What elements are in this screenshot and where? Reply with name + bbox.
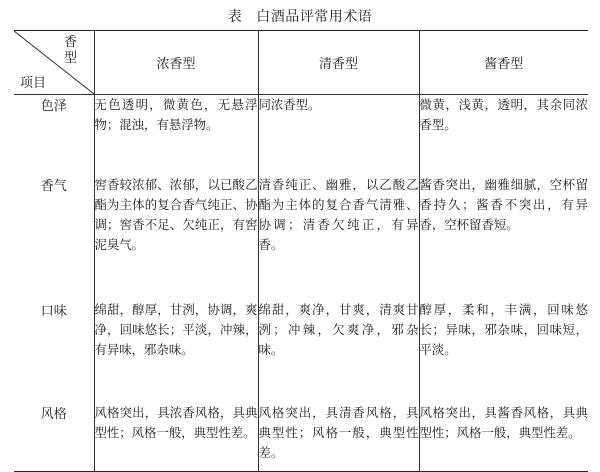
column-header-nongxiang: 浓香型 xyxy=(94,31,258,95)
table-caption xyxy=(0,6,600,26)
table-cell: 醇厚，柔和，丰满，回味悠长；异味，邪杂味，回味短，平淡。 xyxy=(419,300,588,403)
table-cell: 风格突出，具酱香风格，具典型性；风格一般，典型性差。 xyxy=(419,403,588,472)
corner-label-item: 项目 xyxy=(20,76,47,91)
row-header: 口味 xyxy=(14,300,94,403)
table-cell: 风格突出，具清香风格，具典型性；风格一般，典型性差。 xyxy=(258,403,419,472)
table-cell: 风格突出，具浓香风格，具典型性；风格一般，典型性差。 xyxy=(94,403,258,472)
column-header-jiangxiang: 酱香型 xyxy=(419,31,588,95)
column-header-qingxiang: 清香型 xyxy=(258,31,419,95)
table-row xyxy=(14,95,588,176)
table-row xyxy=(14,300,588,403)
table-cell: 同浓香型。 xyxy=(258,95,419,176)
row-header: 色泽 xyxy=(14,95,94,176)
row-header: 风格 xyxy=(14,403,94,472)
table-row xyxy=(14,403,588,472)
row-header: 香气 xyxy=(14,175,94,300)
caption-title: 白酒品评常用术语 xyxy=(256,9,373,25)
table-cell: 微黄，浅黄，透明，其余同浓香型。 xyxy=(419,95,588,176)
terminology-table xyxy=(14,30,588,472)
corner-label-aroma-type: 香型 xyxy=(63,35,77,66)
table-row xyxy=(14,175,588,300)
corner-header-cell xyxy=(14,31,94,95)
table-cell: 绵甜，爽净，甘爽，清爽甘洌；冲辣，欠爽净，邪杂味。 xyxy=(258,300,419,403)
table-cell: 清香纯正、幽雅，以乙酸乙酯为主体的复合香气清雅、协调；清香欠纯正，有异香。 xyxy=(258,175,419,300)
table-cell: 绵甜，醇厚，甘洌，协调，爽净，回味悠长；平淡，冲辣，有异味，邪杂味。 xyxy=(94,300,258,403)
table-cell: 窖香较浓郁、浓郁，以已酸乙酯为主体的复合香气纯正、协调；窖香不足、欠纯正，有窖泥臭气。 xyxy=(94,175,258,300)
table-cell: 酱香突出，幽雅细腻，空杯留香持久；酱香不突出，有异香，空杯留香短。 xyxy=(419,175,588,300)
table-cell: 无色透明，微黄色，无悬浮物；混浊，有悬浮物。 xyxy=(94,95,258,176)
table-header-row xyxy=(14,31,588,95)
caption-label: 表 xyxy=(227,9,243,25)
